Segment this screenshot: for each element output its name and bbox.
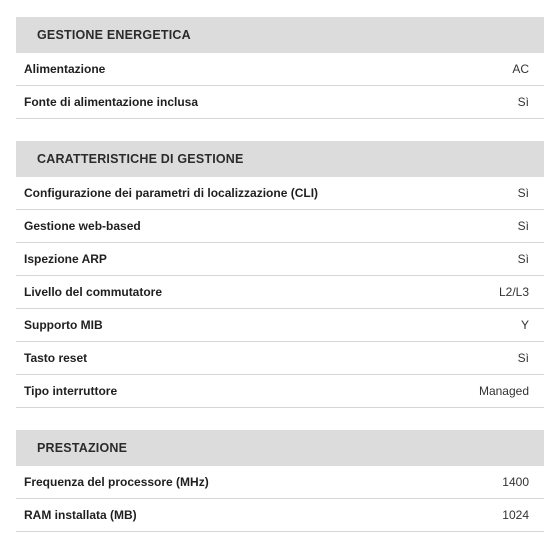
- spec-value: Sì: [517, 219, 529, 233]
- spec-value: 1400: [502, 475, 529, 489]
- spec-value: AC: [512, 62, 529, 76]
- spec-value: Sì: [517, 186, 529, 200]
- spec-row: [16, 499, 544, 532]
- spec-value: Y: [520, 318, 529, 332]
- spec-label: Supporto MIB: [24, 318, 103, 332]
- spec-value: Sì: [517, 95, 529, 109]
- spec-label: Tipo interruttore: [24, 384, 118, 398]
- spec-row: [16, 466, 544, 499]
- spec-label: Fonte di alimentazione inclusa: [24, 95, 199, 109]
- spec-row: [16, 309, 544, 342]
- spec-value: Managed: [478, 384, 529, 398]
- spec-row: [16, 243, 544, 276]
- section-header: PRESTAZIONE: [16, 430, 544, 466]
- spec-label: Livello del commutatore: [24, 285, 163, 299]
- section-performance: [16, 430, 544, 532]
- spec-row: [16, 375, 544, 408]
- section-management-features: [16, 141, 544, 408]
- section-header: CARATTERISTICHE DI GESTIONE: [16, 141, 544, 177]
- spec-row: [16, 342, 544, 375]
- spec-row: [16, 177, 544, 210]
- spec-label: RAM installata (MB): [24, 508, 137, 522]
- section-header: GESTIONE ENERGETICA: [16, 17, 544, 53]
- spec-row: [16, 210, 544, 243]
- spec-label: Frequenza del processore (MHz): [24, 475, 209, 489]
- section-power-management: [16, 17, 544, 119]
- spec-label: Configurazione dei parametri di localizzazione (CLI): [24, 186, 319, 200]
- spec-row: [16, 276, 544, 309]
- spec-value: 1024: [502, 508, 529, 522]
- spec-value: Sì: [517, 351, 529, 365]
- spec-row: [16, 86, 544, 119]
- spec-label: Gestione web-based: [24, 219, 141, 233]
- spec-value: L2/L3: [498, 285, 529, 299]
- spec-label: Tasto reset: [24, 351, 88, 365]
- spec-label: Ispezione ARP: [24, 252, 107, 266]
- spec-label: Alimentazione: [24, 62, 106, 76]
- spec-row: [16, 53, 544, 86]
- spec-value: Sì: [517, 252, 529, 266]
